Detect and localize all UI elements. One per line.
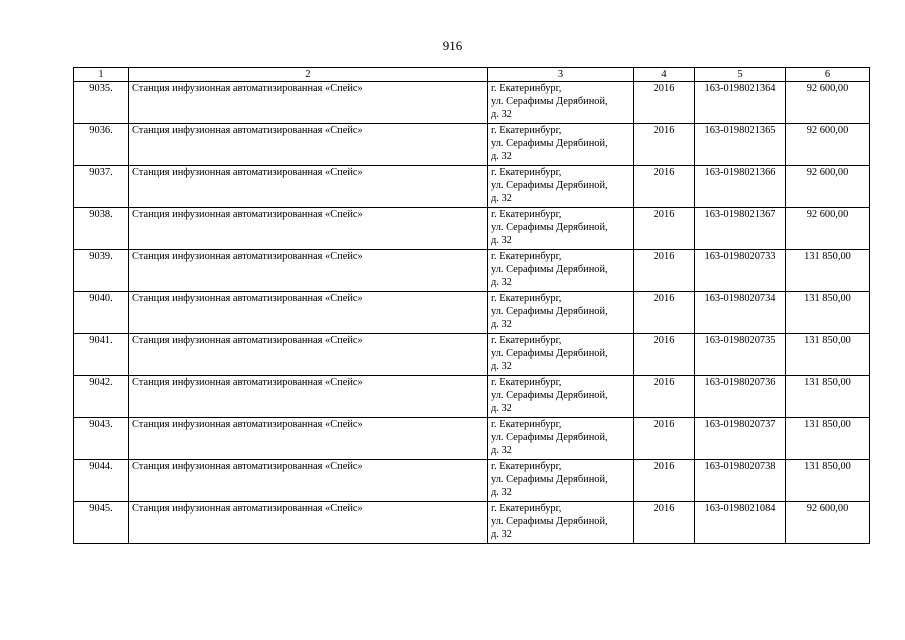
cost-cell: 131 850,00 (786, 250, 870, 292)
address-line: ул. Серафимы Дерябиной, (491, 180, 608, 191)
address-line: д. 32 (491, 151, 512, 162)
table-row (74, 460, 870, 502)
address-line: г. Екатеринбург, (491, 461, 562, 472)
cost-cell: 131 850,00 (786, 334, 870, 376)
cost-cell: 131 850,00 (786, 376, 870, 418)
item-name-cell: Станция инфузионная автоматизированная «Спейс» (129, 418, 488, 460)
address-line: г. Екатеринбург, (491, 377, 562, 388)
item-name-cell: Станция инфузионная автоматизированная «Спейс» (129, 502, 488, 544)
column-header: 4 (634, 68, 695, 82)
address-line: г. Екатеринбург, (491, 251, 562, 262)
row-number-cell: 9040. (74, 292, 129, 334)
property-table (73, 67, 870, 544)
item-name-cell: Станция инфузионная автоматизированная «Спейс» (129, 250, 488, 292)
address-line: д. 32 (491, 445, 512, 456)
address-line: ул. Серафимы Дерябиной, (491, 474, 608, 485)
table-row (74, 334, 870, 376)
row-number-cell: 9037. (74, 166, 129, 208)
address-line: д. 32 (491, 529, 512, 540)
address-line: ул. Серафимы Дерябиной, (491, 222, 608, 233)
column-header: 2 (129, 68, 488, 82)
row-number-cell: 9044. (74, 460, 129, 502)
address-line: г. Екатеринбург, (491, 503, 562, 514)
address-line: ул. Серафимы Дерябиной, (491, 348, 608, 359)
year-cell: 2016 (634, 250, 695, 292)
address-line: д. 32 (491, 109, 512, 120)
inventory-number-cell: 163-0198020734 (695, 292, 786, 334)
row-number-cell: 9038. (74, 208, 129, 250)
address-cell (488, 208, 634, 250)
item-name-cell: Станция инфузионная автоматизированная «Спейс» (129, 334, 488, 376)
row-number-cell: 9045. (74, 502, 129, 544)
address-line: ул. Серафимы Дерябиной, (491, 516, 608, 527)
address-cell (488, 250, 634, 292)
table-row (74, 292, 870, 334)
item-name-cell: Станция инфузионная автоматизированная «Спейс» (129, 166, 488, 208)
address-line: г. Екатеринбург, (491, 209, 562, 220)
table-row (74, 82, 870, 124)
address-line: ул. Серафимы Дерябиной, (491, 264, 608, 275)
address-cell (488, 166, 634, 208)
cost-cell: 92 600,00 (786, 502, 870, 544)
item-name-cell: Станция инфузионная автоматизированная «Спейс» (129, 124, 488, 166)
address-line: г. Екатеринбург, (491, 293, 562, 304)
address-line: ул. Серафимы Дерябиной, (491, 138, 608, 149)
column-header: 1 (74, 68, 129, 82)
inventory-number-cell: 163-0198020735 (695, 334, 786, 376)
column-header: 3 (488, 68, 634, 82)
address-line: д. 32 (491, 361, 512, 372)
address-line: ул. Серафимы Дерябиной, (491, 432, 608, 443)
cost-cell: 92 600,00 (786, 124, 870, 166)
address-line: д. 32 (491, 277, 512, 288)
table-row (74, 376, 870, 418)
cost-cell: 92 600,00 (786, 82, 870, 124)
inventory-number-cell: 163-0198020738 (695, 460, 786, 502)
item-name-cell: Станция инфузионная автоматизированная «Спейс» (129, 208, 488, 250)
address-cell (488, 418, 634, 460)
address-line: г. Екатеринбург, (491, 335, 562, 346)
address-line: ул. Серафимы Дерябиной, (491, 96, 608, 107)
item-name-cell: Станция инфузионная автоматизированная «Спейс» (129, 82, 488, 124)
address-cell (488, 376, 634, 418)
address-line: д. 32 (491, 403, 512, 414)
inventory-number-cell: 163-0198021365 (695, 124, 786, 166)
row-number-cell: 9042. (74, 376, 129, 418)
year-cell: 2016 (634, 208, 695, 250)
address-cell (488, 334, 634, 376)
year-cell: 2016 (634, 418, 695, 460)
item-name-cell: Станция инфузионная автоматизированная «Спейс» (129, 292, 488, 334)
address-line: г. Екатеринбург, (491, 419, 562, 430)
table-row (74, 166, 870, 208)
cost-cell: 131 850,00 (786, 292, 870, 334)
table-row (74, 208, 870, 250)
cost-cell: 131 850,00 (786, 460, 870, 502)
inventory-number-cell: 163-0198020736 (695, 376, 786, 418)
cost-cell: 92 600,00 (786, 208, 870, 250)
table-row (74, 418, 870, 460)
address-cell (488, 460, 634, 502)
table-row (74, 250, 870, 292)
row-number-cell: 9039. (74, 250, 129, 292)
address-line: д. 32 (491, 193, 512, 204)
year-cell: 2016 (634, 376, 695, 418)
row-number-cell: 9035. (74, 82, 129, 124)
year-cell: 2016 (634, 334, 695, 376)
inventory-number-cell: 163-0198020737 (695, 418, 786, 460)
address-cell (488, 292, 634, 334)
inventory-number-cell: 163-0198021366 (695, 166, 786, 208)
address-line: д. 32 (491, 319, 512, 330)
address-line: г. Екатеринбург, (491, 167, 562, 178)
column-header: 6 (786, 68, 870, 82)
item-name-cell: Станция инфузионная автоматизированная «Спейс» (129, 376, 488, 418)
inventory-number-cell: 163-0198021367 (695, 208, 786, 250)
year-cell: 2016 (634, 166, 695, 208)
item-name-cell: Станция инфузионная автоматизированная «Спейс» (129, 460, 488, 502)
page-number: 916 (442, 38, 463, 53)
cost-cell: 131 850,00 (786, 418, 870, 460)
row-number-cell: 9043. (74, 418, 129, 460)
address-cell (488, 124, 634, 166)
address-line: г. Екатеринбург, (491, 125, 562, 136)
address-line: д. 32 (491, 235, 512, 246)
address-line: ул. Серафимы Дерябиной, (491, 390, 608, 401)
inventory-number-cell: 163-0198020733 (695, 250, 786, 292)
year-cell: 2016 (634, 292, 695, 334)
cost-cell: 92 600,00 (786, 166, 870, 208)
column-header: 5 (695, 68, 786, 82)
address-line: д. 32 (491, 487, 512, 498)
address-line: г. Екатеринбург, (491, 83, 562, 94)
address-cell (488, 82, 634, 124)
inventory-number-cell: 163-0198021364 (695, 82, 786, 124)
table-row (74, 502, 870, 544)
row-number-cell: 9036. (74, 124, 129, 166)
address-cell (488, 502, 634, 544)
year-cell: 2016 (634, 460, 695, 502)
row-number-cell: 9041. (74, 334, 129, 376)
year-cell: 2016 (634, 124, 695, 166)
year-cell: 2016 (634, 502, 695, 544)
table-header-row (74, 68, 870, 82)
year-cell: 2016 (634, 82, 695, 124)
inventory-number-cell: 163-0198021084 (695, 502, 786, 544)
table-row (74, 124, 870, 166)
address-line: ул. Серафимы Дерябиной, (491, 306, 608, 317)
